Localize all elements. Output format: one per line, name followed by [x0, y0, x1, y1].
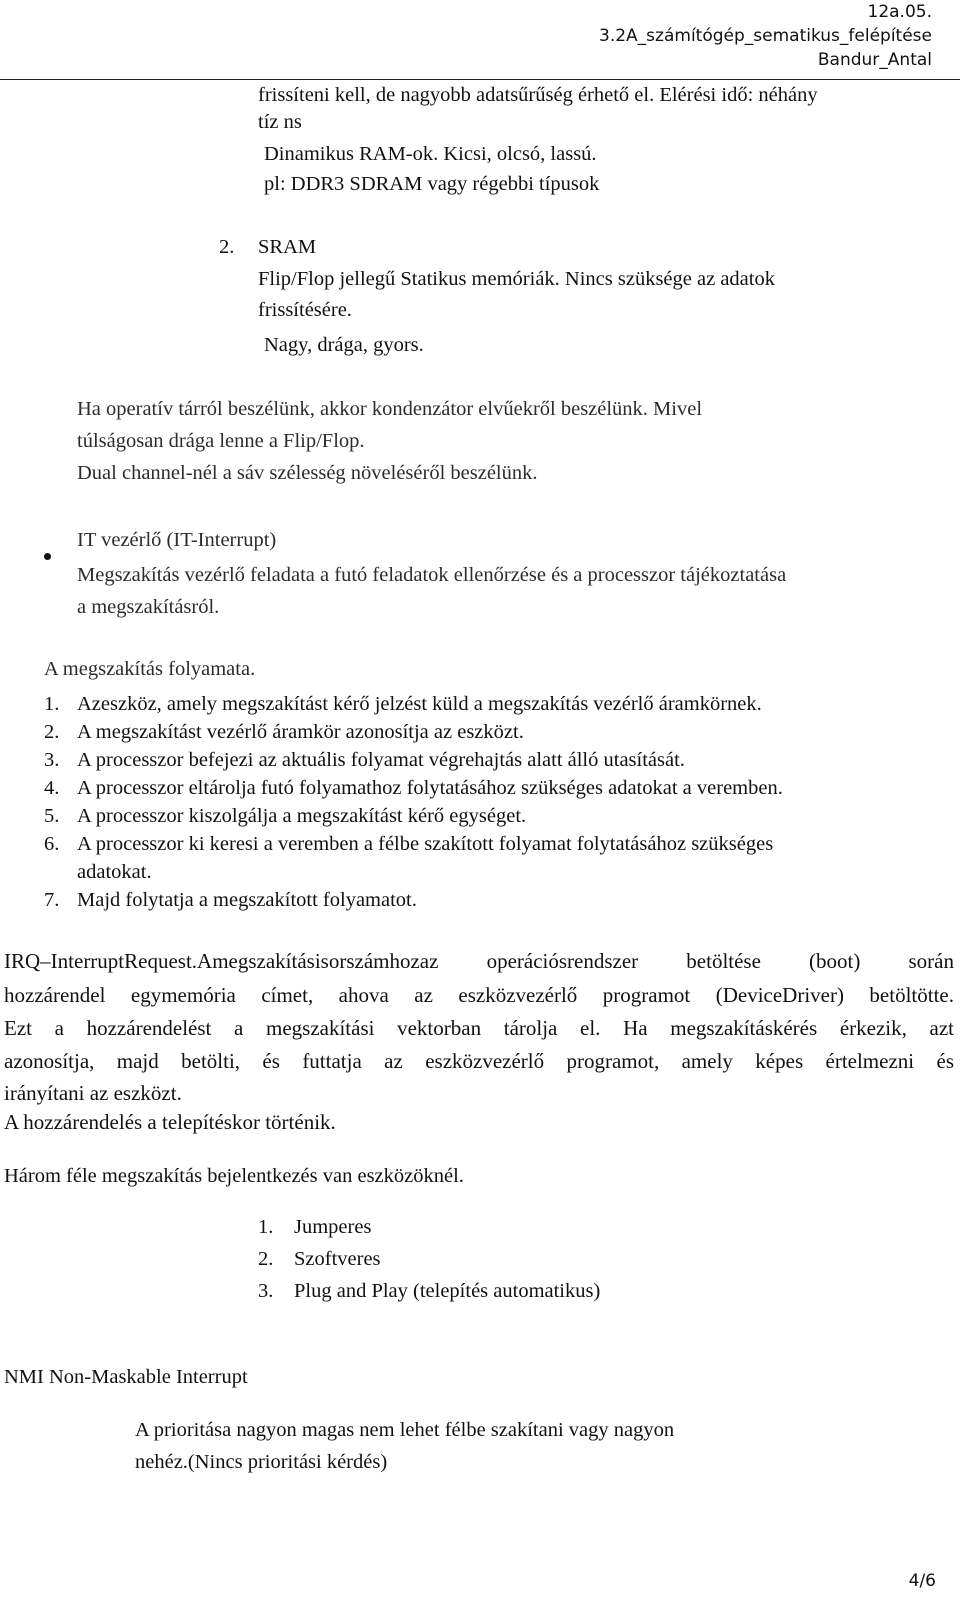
list-item-number: 1. — [258, 1216, 274, 1238]
folyamat-title: A megszakítás folyamata. — [44, 658, 256, 680]
list-item-number: 7. — [44, 889, 60, 911]
header-date: 12a.05. — [867, 2, 932, 22]
operativ-line-3: Dual channel-nél a sáv szélesség növeléséről beszélünk. — [77, 462, 538, 484]
harom-title: Három féle megszakítás bejelentkezés van eszközöknél. — [4, 1165, 464, 1187]
sram-line-1: Flip/Flop jellegű Statikus memóriák. Nincs szüksége az adatok — [258, 268, 775, 290]
list-item-number: 5. — [44, 805, 60, 827]
nmi-line-1: A prioritása nagyon magas nem lehet félbe szakítani vagy nagyon — [135, 1419, 675, 1441]
page-header — [599, 0, 932, 72]
list-item-number: 2. — [44, 721, 60, 743]
list-item-text: Majd folytatja a megszakított folyamatot. — [77, 889, 417, 911]
list-item-text: A processzor ki keresi a veremben a félbe szakított folyamat folytatásához szükséges — [77, 833, 774, 855]
irq-line-2: hozzárendel egymemória címet, ahova az eszközvezérlő programot (DeviceDriver) betöltötte. — [4, 983, 954, 1007]
list-item-number: 2. — [258, 1248, 274, 1270]
header-document-title: 3.2A_számítógép_sematikus_felépítése — [599, 26, 932, 46]
sram-title: SRAM — [258, 236, 317, 258]
nmi-line-2: nehéz.(Nincs prioritási kérdés) — [135, 1451, 388, 1473]
list-item-text: A megszakítást vezérlő áramkör azonosítja az eszközt. — [77, 721, 524, 743]
list-item-number: 4. — [44, 777, 60, 799]
it-line-2: a megszakításról. — [77, 596, 220, 618]
irq-line-3: Ezt a hozzárendelést a megszakítási vektorban tárolja el. Ha megszakításkérés érkezik, azt — [4, 1016, 954, 1040]
sram-number: 2. — [219, 236, 235, 258]
list-item-number: 1. — [44, 693, 60, 715]
dram-line-1: frissíteni kell, de nagyobb adatsűrűség érhető el. Elérési idő: néhány — [258, 84, 818, 106]
it-line-1: Megszakítás vezérlő feladata a futó feladatok ellenőrzése és a processzor tájékoztatása — [77, 564, 787, 586]
irq-line-5: irányítani az eszközt. — [4, 1081, 182, 1105]
list-item-text: A processzor befejezi az aktuális folyamat végrehajtás alatt álló utasítását. — [77, 749, 685, 771]
list-item-number: 6. — [44, 833, 60, 855]
list-item-text: adatokat. — [77, 861, 152, 883]
dram-line-3: Dinamikus RAM-ok. Kicsi, olcsó, lassú. — [264, 143, 597, 165]
list-item-text: Jumperes — [294, 1216, 372, 1238]
list-item-text: A processzor eltárolja futó folyamathoz folytatásához szükséges adatokat a veremben. — [77, 777, 783, 799]
list-item-number: 3. — [258, 1280, 274, 1302]
page-number: 4/6 — [908, 1571, 936, 1591]
nmi-title: NMI Non-Maskable Interrupt — [4, 1366, 248, 1388]
irq-line-6: A hozzárendelés a telepítéskor történik. — [4, 1110, 336, 1134]
list-item-text: Plug and Play (telepítés automatikus) — [294, 1280, 601, 1302]
it-title: IT vezérlő (IT-Interrupt) — [77, 529, 277, 551]
irq-line-1: IRQ–InterruptRequest.Amegszakításisorszámhozaz operációsrendszer betöltése (boot) során — [4, 949, 954, 973]
operativ-line-2: túlságosan drága lenne a Flip/Flop. — [77, 430, 365, 452]
irq-line-4: azonosítja, majd betölti, és futtatja az eszközvezérlő programot, amely képes értelmezni és — [4, 1049, 954, 1073]
bullet-icon — [44, 553, 51, 560]
sram-line-3: Nagy, drága, gyors. — [264, 334, 424, 356]
dram-line-2: tíz ns — [258, 111, 302, 133]
list-item-number: 3. — [44, 749, 60, 771]
dram-line-4: pl: DDR3 SDRAM vagy régebbi típusok — [264, 173, 600, 195]
sram-line-2: frissítésére. — [258, 299, 352, 321]
list-item-text: Azeszköz, amely megszakítást kérő jelzést küld a megszakítás vezérlő áramkörnek. — [77, 693, 762, 715]
list-item-text: Szoftveres — [294, 1248, 381, 1270]
list-item-text: A processzor kiszolgálja a megszakítást kérő egységet. — [77, 805, 527, 827]
operativ-line-1: Ha operatív tárról beszélünk, akkor kondenzátor elvűekről beszélünk. Mivel — [77, 398, 703, 420]
header-author: Bandur_Antal — [817, 50, 932, 70]
